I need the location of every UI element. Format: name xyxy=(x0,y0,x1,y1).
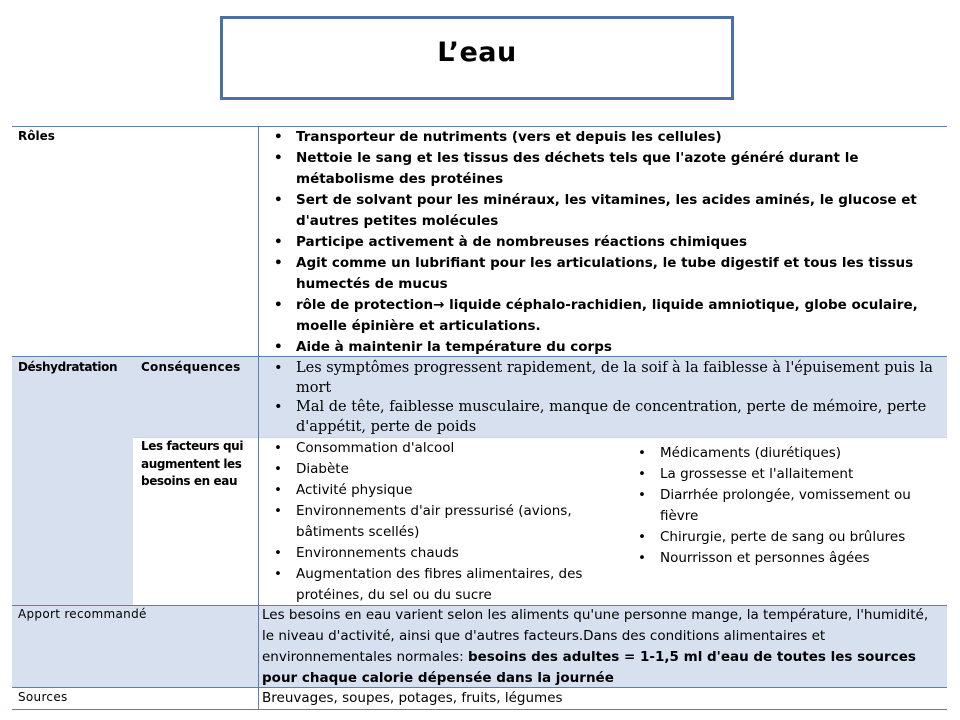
facteurs-list-2 xyxy=(626,443,944,569)
protection-text: liquide céphalo-rachidien, liquide amniotique, globe oculaire, moelle épinière et articulations. xyxy=(296,297,918,334)
sources-label: Sources xyxy=(18,690,68,704)
apport-label: Apport recommandé xyxy=(18,607,147,621)
page-title: L’eau xyxy=(437,36,517,68)
list-item xyxy=(262,295,944,337)
list-item: • La grossesse et l'allaitement xyxy=(626,464,944,485)
list-item: • Transporteur de nutriments (vers et depuis les cellules) xyxy=(262,127,944,148)
list-item: • Environnements d'air pressurisé (avions, bâtiments scellés) xyxy=(262,501,602,543)
roles-label: Rôles xyxy=(18,129,55,143)
list-item: • Les symptômes progressent rapidement, de la soif à la faiblesse à l'épuisement puis la mort xyxy=(262,359,936,398)
list-item: • Aide à maintenir la température du corps xyxy=(262,337,944,358)
protection-label: rôle de protection xyxy=(296,297,434,313)
list-item: • Diabète xyxy=(262,459,602,480)
list-item: • Nourrisson et personnes âgées xyxy=(626,548,944,569)
apport-text xyxy=(262,605,942,689)
apport-body: Les besoins en eau varient selon les aliments qu'une personne mange, la température, l'humidité, le niveau d'activité, ainsi que d'autres facteurs.Dans des conditions alimentaires et environnementales normales: xyxy=(262,607,929,665)
deshydratation-label: Déshydratation xyxy=(18,360,118,374)
list-item: • Diarrhée prolongée, vomissement ou fièvre xyxy=(626,485,944,527)
list-item: • Augmentation des fibres alimentaires, des protéines, du sel ou du sucre xyxy=(262,564,602,606)
list-item: • Chirurgie, perte de sang ou brûlures xyxy=(626,527,944,548)
title-box xyxy=(220,16,734,100)
facteurs-label: Les facteurs qui augmentent les besoins en eau xyxy=(141,439,244,488)
list-item: • Agit comme un lubrifiant pour les articulations, le tube digestif et tous les tissus humectés de mucus xyxy=(262,253,944,295)
roles-list xyxy=(262,127,944,358)
facteurs-list-1 xyxy=(262,438,602,606)
list-item: • Nettoie le sang et les tissus des déchets tels que l'azote généré durant le métabolisme des protéines xyxy=(262,148,944,190)
deshydratation-label-band xyxy=(12,437,133,605)
consequences-list xyxy=(262,359,936,437)
sources-text: Breuvages, soupes, potages, fruits, légumes xyxy=(262,690,563,706)
list-item: • Participe activement à de nombreuses réactions chimiques xyxy=(262,232,944,253)
list-item: • Médicaments (diurétiques) xyxy=(626,443,944,464)
consequences-label: Conséquences xyxy=(141,360,241,374)
arrow-icon: → xyxy=(433,297,445,313)
label-column-rule xyxy=(258,127,259,710)
list-item: • Consommation d'alcool xyxy=(262,438,602,459)
apport-bold: besoins des adultes = 1-1,5 ml d'eau de toutes les sources pour chaque calorie dépensée dans la journée xyxy=(262,649,916,686)
list-item: • Mal de tête, faiblesse musculaire, manque de concentration, perte de mémoire, perte d'appétit, perte de poids xyxy=(262,398,936,437)
table-bottom-rule xyxy=(12,709,947,710)
list-item: • Sert de solvant pour les minéraux, les vitamines, les acides aminés, le glucose et d'autres petites molécules xyxy=(262,190,944,232)
list-item: • Environnements chauds xyxy=(262,543,602,564)
list-item: • Activité physique xyxy=(262,480,602,501)
